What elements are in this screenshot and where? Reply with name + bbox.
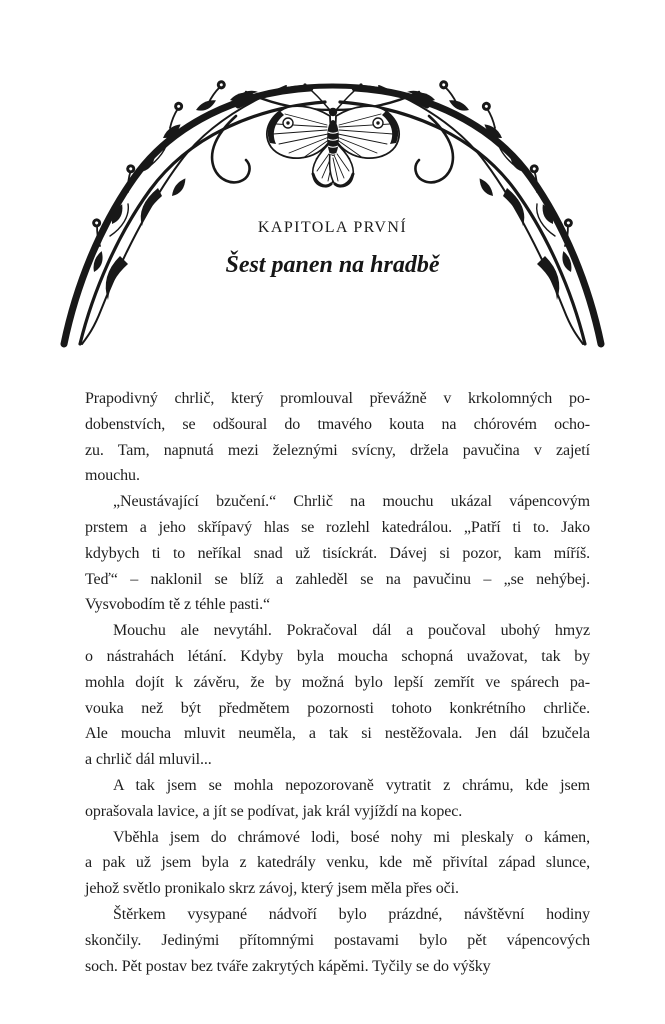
text-line: Teď“ – naklonil se blíž a zahleděl se na pavučinu – „se nehýbej.: [85, 570, 590, 588]
body-text: [85, 386, 590, 979]
text-line: Mouchu ale nevytáhl. Pokračoval dál a poučoval ubohý hmyz: [113, 622, 590, 640]
paragraph: [85, 618, 590, 773]
text-line: Ale moucha mluvit neuměla, a tak si nestěžovala. Jen dál bzučela: [85, 725, 590, 743]
text-line: skončily. Jedinými přítomnými postavami bylo pět vápencových: [85, 931, 590, 949]
paragraph: [85, 825, 590, 902]
text-line: zu. Tam, napnutá mezi železnými svícny, držela pavučina v zajetí: [85, 441, 590, 459]
chapter-label: KAPITOLA PRVNÍ: [257, 219, 408, 236]
text-line: jehož světlo pronikalo skrz závoj, který jsem měla přes oči.: [85, 880, 459, 898]
text-line: Prapodivný chrlič, který promlouval převážně v krkolomných po-: [85, 390, 590, 407]
text-line: „Neustávající bzučení.“ Chrlič na mouchu ukázal vápencovým: [113, 493, 590, 511]
text-line: mohla dojít k závěru, že by možná bylo lepší zemřít ve spárech pa-: [85, 673, 590, 691]
text-line: A tak jsem se mohla nepozorovaně vytratit z chrámu, kde jsem: [113, 776, 590, 794]
text-line: Štěrkem vysypané nádvoří bylo prázdné, návštěvní hodiny: [113, 905, 590, 923]
paragraph: [85, 773, 590, 825]
paragraph: [85, 489, 590, 618]
text-line: dobenstvích, se odšoural do tmavého kouta na chórovém ocho-: [85, 415, 590, 433]
paragraph: [85, 902, 590, 979]
text-line: a pak už jsem byla z katedrály venku, kde mě přivítal západ slunce,: [85, 854, 590, 872]
text-line: a chrlič dál mluvil...: [85, 751, 212, 769]
text-line: kdybych ti to neříkal snad už tisíckrát. Dávej si pozor, kam míříš.: [85, 544, 590, 562]
moth-icon: [267, 83, 399, 186]
text-line: o nástrahách létání. Kdyby byla moucha schopná uvažovat, tak by: [85, 647, 590, 665]
text-line: soch. Pět postav bez tváře zakrytých kápěmi. Tyčily se do výšky: [85, 957, 491, 975]
chapter-title: Šest panen na hradbě: [225, 252, 440, 278]
text-line: prstem a jeho skřípavý hlas se rozlehl katedrálou. „Patří ti to. Jako: [85, 518, 590, 536]
text-line: Vběhla jsem do chrámové lodi, bosé nohy mi pleskaly o kámen,: [113, 828, 590, 846]
text-line: oprašovala lavice, a jít se podívat, jak král vyjíždí na kopec.: [85, 802, 463, 820]
paragraph: [85, 386, 590, 489]
text-line: vouka než být předmětem pozornosti tohoto konkrétního chrliče.: [85, 699, 590, 717]
text-line: Vysvobodím tě z téhle pasti.“: [85, 596, 271, 614]
text-line: mouchu.: [85, 467, 140, 485]
